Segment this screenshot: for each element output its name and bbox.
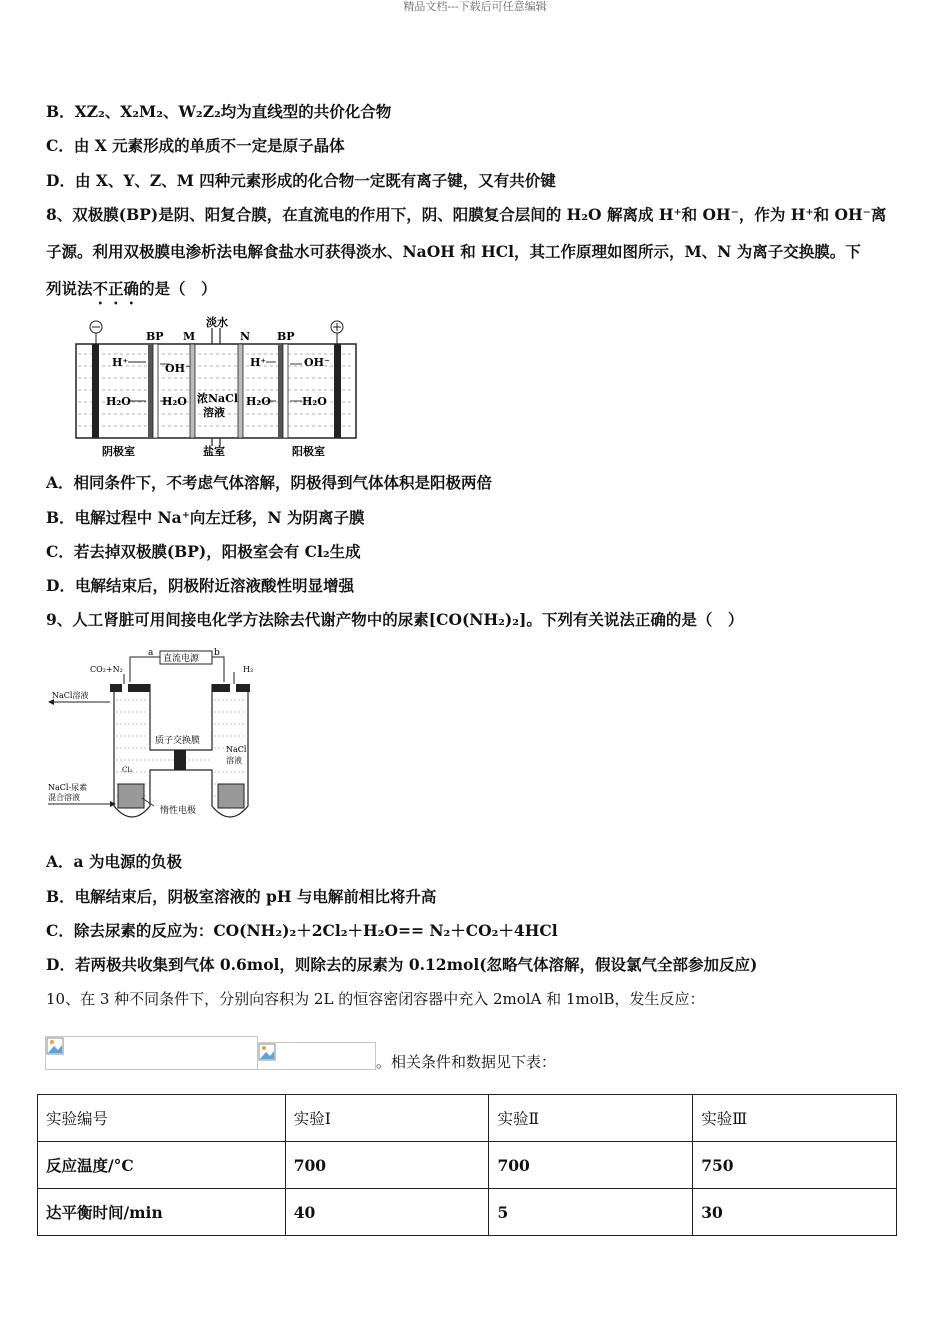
table-cell: 30 [693,1189,897,1236]
q8-option-b: B．电解过程中 Na⁺向左迁移，N 为阴离子膜 [46,508,365,527]
cl2-label: Cl₂ [122,766,133,774]
q8-electrodialysis-diagram [70,314,365,460]
table-cell: 实验Ⅲ [693,1095,897,1142]
nacl-outlet-label: NaCl溶液 [52,691,89,700]
right-nacl-label-1: NaCl [226,745,247,754]
terminal-b: b [214,648,220,658]
n-label: N [240,330,251,343]
q9-option-c: C．除去尿素的反应为：CO(NH₂)₂＋2Cl₂＋H₂O== N₂＋CO₂＋4HCl [46,921,558,940]
q9-option-d: D．若两极共收集到气体 0.6mol，则除去的尿素为 0.12mol(忽略气体溶解，假设氯气全部参加反应) [46,955,758,974]
anode-chamber-label: 阳极室 [292,445,325,458]
q8-option-c: C．若去掉双极膜(BP)，阳极室会有 Cl₂生成 [46,542,361,561]
h2o-a: H₂O [106,395,131,408]
q8-emphasis-not-correct: 不正确 [92,279,140,298]
h2o-d: H₂O [302,395,327,408]
mixed-solution-label-2: 混合溶液 [48,793,80,802]
table-row [38,1189,897,1236]
q10-stem: 10、在 3 种不同条件下，分别向容积为 2L 的恒容密闭容器中充入 2molA 和 1molB，发生反应： [46,990,705,1008]
proton-membrane-label: 质子交换膜 [155,736,201,746]
q8-stem-line3 [46,279,217,308]
table-cell: 实验编号 [38,1095,286,1142]
h-ion-left: H⁺ [112,356,129,369]
q8-stem-post: 的是（ ） [139,279,217,298]
table-cell: 750 [693,1142,897,1189]
page-header: 精品文档---下载后可任意编辑 [403,0,547,13]
table-row [38,1142,897,1189]
oh-ion-right: OH⁻ [304,356,330,369]
q10-stem-tail: 。相关条件和数据见下表： [376,1053,557,1071]
nacl-label: 浓NaCl [197,392,239,405]
broken-image-equation-1 [45,1036,258,1070]
table-cell: 达平衡时间/min [38,1189,286,1236]
table-cell: 700 [489,1142,693,1189]
broken-image-icon [258,1043,276,1061]
q7-option-b: B．XZ₂、X₂M₂、W₂Z₂均为直线型的共价化合物 [46,102,392,121]
bp-label-right: BP [277,330,295,343]
q9-stem: 9、人工肾脏可用间接电化学方法除去代谢产物中的尿素[CO(NH₂)₂]。下列有关说法正确的是（ ） [46,610,744,629]
broken-image-icon [46,1037,64,1055]
q7-option-d: D．由 X、Y、Z、M 四种元素形成的化合物一定既有离子键，又有共价键 [46,171,556,190]
q9-artificial-kidney-diagram [44,646,264,832]
salt-chamber-label: 盐室 [203,445,225,458]
h2-label: H₂ [243,665,254,674]
table-cell: 实验Ⅰ [285,1095,489,1142]
q8-stem-pre: 列说法 [46,279,93,298]
solution-label: 溶液 [203,406,225,419]
inert-electrode-label: 惰性电极 [160,806,197,816]
co2-n2-label: CO₂+N₂ [90,665,123,674]
bp-label-left: BP [146,330,164,343]
q8-stem-line1: 8、双极膜(BP)是阴、阳复合膜，在直流电的作用下，阴、阳膜复合层间的 H₂O 解离成 H⁺和 OH⁻，作为 H⁺和 OH⁻离 [46,205,887,224]
q8-option-d: D．电解结束后，阴极附近溶液酸性明显增强 [46,576,354,595]
table-cell: 700 [285,1142,489,1189]
h-ion-right: H⁺ [250,356,267,369]
table-row [38,1095,897,1142]
table-cell: 5 [489,1189,693,1236]
table-cell: 反应温度/°C [38,1142,286,1189]
terminal-a: a [148,648,154,658]
h2o-c: H₂O [246,395,271,408]
broken-image-equation-2 [257,1042,376,1070]
mixed-solution-label-1: NaCl-尿素 [48,783,88,792]
table-cell: 40 [285,1189,489,1236]
q9-option-a: A．a 为电源的负极 [46,852,182,871]
fresh-water-label: 淡水 [206,316,228,329]
q8-stem-line2: 子源。利用双极膜电渗析法电解食盐水可获得淡水、NaOH 和 HCl，其工作原理如图所示，M、N 为离子交换膜。下 [46,242,861,261]
q9-option-b: B．电解结束后，阴极室溶液的 pH 与电解前相比将升高 [46,887,437,906]
q7-option-c: C．由 X 元素形成的单质不一定是原子晶体 [46,136,345,155]
m-label: M [183,330,196,343]
table-cell: 实验Ⅱ [489,1095,693,1142]
experiment-table [37,1094,897,1236]
h2o-b: H₂O [162,395,187,408]
oh-ion-left: OH⁻ [165,362,191,375]
q8-option-a: A．相同条件下，不考虑气体溶解，阴极得到气体体积是阳极两倍 [46,473,493,492]
power-supply-label: 直流电源 [163,654,200,664]
cathode-chamber-label: 阴极室 [102,445,135,458]
right-nacl-label-2: 溶液 [226,756,242,765]
